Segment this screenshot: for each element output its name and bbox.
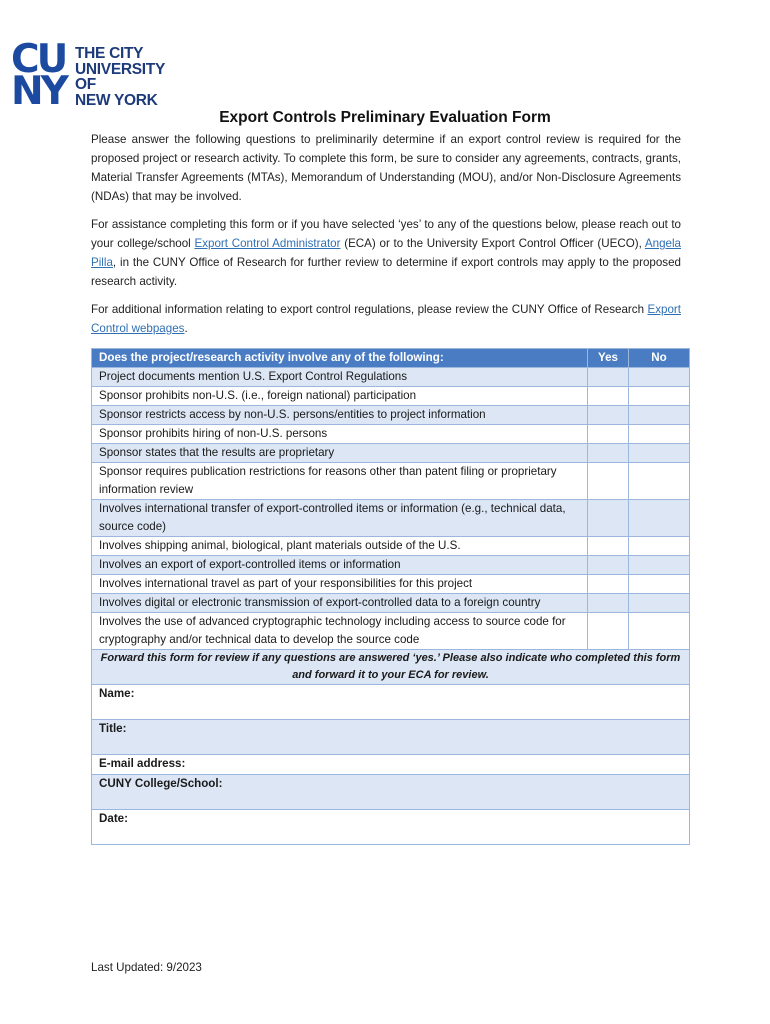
ueco-link[interactable]: Angela Pilla (91, 237, 681, 269)
no-checkbox-cell[interactable] (629, 425, 690, 444)
eca-link[interactable]: Export Control Administrator (194, 237, 341, 250)
intro-paragraph: Please answer the following questions to preliminarily determine if an export control review is required for the proposed project or research activity. To complete this form, be sure to consider any agreements, contracts, grants, Material Transfer Agreements (MTAs), Memorandum of Understanding (MOU), and/or Non-Disclosure Agreements (NDAs) that may be involved. (91, 133, 681, 203)
question-text: Sponsor requires publication restrictions for reasons other than patent filing or proprietary information review (92, 463, 588, 500)
page-title: Export Controls Preliminary Evaluation Form (219, 109, 551, 126)
info-text-1: For additional information relating to export control regulations, please review the CUNY Office of Research (91, 303, 648, 316)
question-row (92, 463, 690, 500)
yes-checkbox-cell[interactable] (588, 463, 629, 500)
question-text: Sponsor states that the results are proprietary (92, 444, 588, 463)
question-row (92, 368, 690, 387)
question-text: Sponsor prohibits hiring of non-U.S. persons (92, 425, 588, 444)
question-row (92, 444, 690, 463)
question-row (92, 425, 690, 444)
assistance-text-2: (ECA) or to the University Export Control Officer (UECO), (340, 237, 645, 250)
question-text: Involves international transfer of export-controlled items or information (e.g., technical data, source code) (92, 500, 588, 537)
logo-mark-line2: NY (11, 69, 66, 114)
no-checkbox-cell[interactable] (629, 368, 690, 387)
question-text: Involves international travel as part of your responsibilities for this project (92, 575, 588, 594)
yes-checkbox-cell[interactable] (588, 387, 629, 406)
cuny-logo-mark (11, 37, 73, 114)
logo-text-line: UNIVERSITY (75, 60, 166, 78)
no-checkbox-cell[interactable] (629, 575, 690, 594)
yes-checkbox-cell[interactable] (588, 406, 629, 425)
assistance-text-3: , in the CUNY Office of Research for further review to determine if export controls may apply to the proposed research activity. (91, 256, 681, 288)
question-row (92, 406, 690, 425)
yes-checkbox-cell[interactable] (588, 556, 629, 575)
yes-checkbox-cell[interactable] (588, 425, 629, 444)
question-row (92, 613, 690, 650)
table-header-row (92, 349, 690, 368)
last-updated: Last Updated: 9/2023 (91, 961, 202, 974)
yes-checkbox-cell[interactable] (588, 368, 629, 387)
date-row (92, 810, 690, 845)
question-row (92, 500, 690, 537)
college-field[interactable]: CUNY College/School: (92, 775, 690, 810)
evaluation-table (91, 348, 690, 845)
question-text: Project documents mention U.S. Export Control Regulations (92, 368, 588, 387)
assistance-paragraph (91, 215, 681, 291)
no-checkbox-cell[interactable] (629, 594, 690, 613)
no-checkbox-cell[interactable] (629, 387, 690, 406)
question-text: Involves shipping animal, biological, plant materials outside of the U.S. (92, 537, 588, 556)
question-row (92, 387, 690, 406)
question-text: Involves the use of advanced cryptographic technology including access to source code for cryptography and/or technical data to develop the source code (92, 613, 588, 650)
no-column-header: No (629, 349, 690, 368)
info-text-2: . (184, 322, 188, 335)
no-checkbox-cell[interactable] (629, 444, 690, 463)
yes-checkbox-cell[interactable] (588, 613, 629, 650)
college-row (92, 775, 690, 810)
title-row (92, 720, 690, 755)
date-field[interactable]: Date: (92, 810, 690, 845)
title-field[interactable]: Title: (92, 720, 690, 755)
yes-column-header: Yes (588, 349, 629, 368)
logo-mark-line1: CU (11, 37, 66, 82)
question-row (92, 537, 690, 556)
logo-text-line: THE CITY (75, 45, 144, 62)
question-text: Involves digital or electronic transmission of export-controlled data to a foreign country (92, 594, 588, 613)
question-row (92, 594, 690, 613)
no-checkbox-cell[interactable] (629, 500, 690, 537)
assistance-text-1: For assistance completing this form or if you have selected ‘yes’ to any of the questions below, please reach out to your college/school (91, 218, 681, 250)
email-field[interactable]: E-mail address: (92, 755, 690, 775)
logo-wordmark (75, 46, 165, 108)
note-row (92, 650, 690, 685)
yes-checkbox-cell[interactable] (588, 500, 629, 537)
yes-checkbox-cell[interactable] (588, 594, 629, 613)
name-field[interactable]: Name: (92, 685, 690, 720)
email-row (92, 755, 690, 775)
question-text: Sponsor prohibits non-U.S. (i.e., foreign national) participation (92, 387, 588, 406)
question-row (92, 575, 690, 594)
no-checkbox-cell[interactable] (629, 406, 690, 425)
no-checkbox-cell[interactable] (629, 613, 690, 650)
question-text: Involves an export of export-controlled items or information (92, 556, 588, 575)
yes-checkbox-cell[interactable] (588, 444, 629, 463)
info-paragraph (91, 300, 681, 338)
yes-checkbox-cell[interactable] (588, 575, 629, 594)
cuny-logo (11, 37, 166, 114)
question-text: Sponsor restricts access by non-U.S. persons/entities to project information (92, 406, 588, 425)
logo-text-line: OF (75, 76, 96, 93)
no-checkbox-cell[interactable] (629, 556, 690, 575)
webpages-link[interactable]: Export Control webpages (91, 303, 681, 335)
yes-checkbox-cell[interactable] (588, 537, 629, 556)
question-row (92, 556, 690, 575)
no-checkbox-cell[interactable] (629, 537, 690, 556)
question-column-header: Does the project/research activity involve any of the following: (92, 349, 588, 368)
name-row (92, 685, 690, 720)
logo-text-line: NEW YORK (75, 91, 158, 109)
no-checkbox-cell[interactable] (629, 463, 690, 500)
forward-note: Forward this form for review if any questions are answered ‘yes.’ Please also indicate who completed this form and forward it to your ECA for review. (92, 650, 690, 685)
